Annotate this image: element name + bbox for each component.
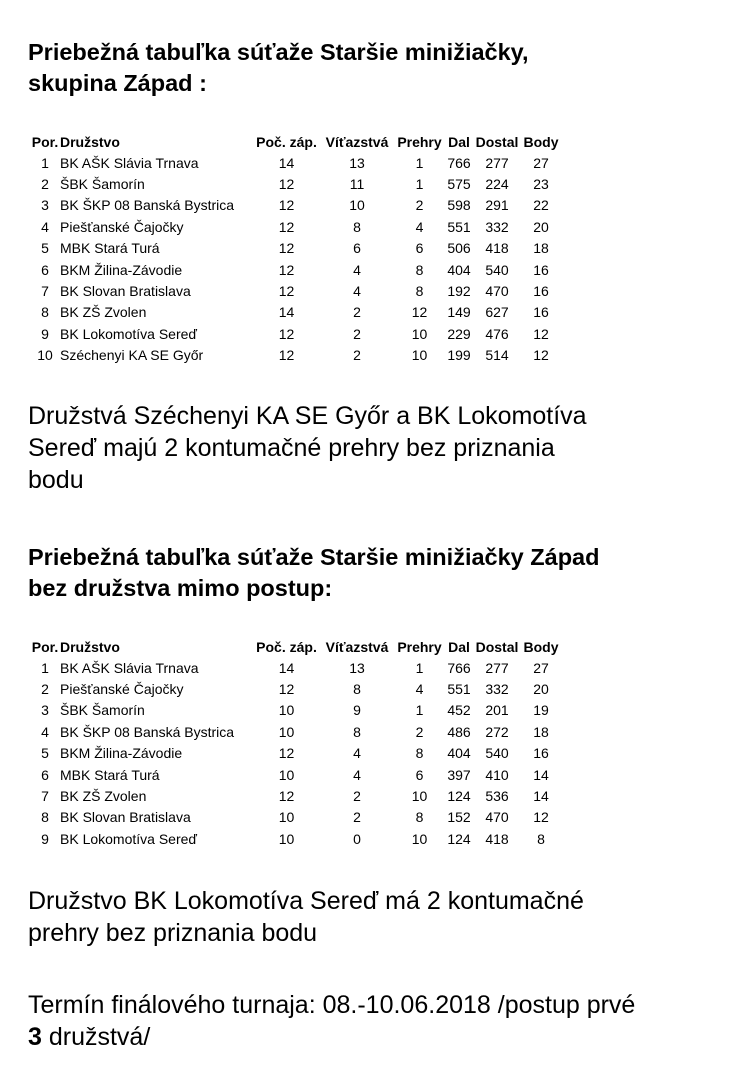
standings-table-1	[30, 131, 561, 366]
note2	[28, 885, 728, 949]
note1-line3: bodu	[28, 466, 84, 494]
col-position-cell: 5	[41, 745, 49, 762]
col-wins-cell: 13	[349, 154, 365, 171]
col-games-cell: 12	[278, 745, 295, 762]
col-position-cell: 5	[41, 240, 49, 257]
col-points-against-cell: 540	[485, 261, 509, 278]
col-losses-cell: 4	[415, 218, 424, 235]
col-losses-cell: 12	[411, 304, 428, 321]
col-losses-cell: 1	[415, 176, 424, 193]
table-row	[30, 152, 561, 173]
col-wins-cell: 11	[349, 176, 365, 193]
header-col-points-against: Dostal	[475, 638, 519, 655]
table-row	[30, 657, 561, 678]
header-col-games: Poč. záp.	[256, 133, 317, 150]
col-points-for-cell: 124	[447, 830, 471, 847]
col-wins-cell: 4	[353, 283, 361, 300]
table-row	[30, 280, 561, 301]
col-position-cell: 4	[41, 218, 49, 235]
header-col-losses: Prehry	[397, 638, 442, 655]
section1-title-line1: Priebežná tabuľka súťaže Staršie minižiačky,	[28, 39, 529, 65]
col-games-cell: 10	[278, 830, 295, 847]
col-points-against-cell: 224	[485, 176, 509, 193]
col-team-cell: Piešťanské Čajočky	[60, 218, 184, 235]
col-points-against-cell: 332	[485, 218, 509, 235]
col-wins-cell: 4	[353, 745, 361, 762]
col-points-against-cell: 470	[485, 809, 509, 826]
header-col-team: Družstvo	[60, 638, 120, 655]
header-col-losses: Prehry	[397, 133, 442, 150]
note2-line1: Družstvo BK Lokomotíva Sereď má 2 kontumačné	[28, 887, 584, 915]
col-games-cell: 12	[278, 197, 295, 214]
col-points-for-cell: 404	[447, 261, 471, 278]
col-points-for-cell: 766	[447, 154, 471, 171]
table-row	[30, 743, 561, 764]
col-points-for-cell: 397	[447, 766, 471, 783]
standings-table-2	[30, 636, 561, 850]
col-team-cell: MBK Stará Turá	[60, 240, 160, 257]
col-games-cell: 10	[278, 809, 295, 826]
table1-body	[30, 152, 561, 366]
col-wins-cell: 8	[353, 723, 361, 740]
col-position-cell: 9	[41, 830, 49, 847]
header-col-points-for: Dal	[448, 133, 470, 150]
col-points-for-cell: 766	[447, 659, 471, 676]
col-standing-points-cell: 14	[533, 766, 549, 783]
col-team-cell: BK AŠK Slávia Trnava	[60, 659, 199, 676]
col-team-cell: ŠBK Šamorín	[60, 702, 145, 719]
table-row	[30, 807, 561, 828]
col-losses-cell: 8	[415, 261, 424, 278]
col-points-for-cell: 506	[447, 240, 471, 257]
table-row	[30, 173, 561, 194]
col-losses-cell: 2	[415, 197, 424, 214]
col-wins-cell: 9	[353, 702, 361, 719]
col-points-against-cell: 201	[485, 702, 509, 719]
col-position-cell: 7	[41, 283, 49, 300]
col-points-against-cell: 540	[485, 745, 509, 762]
col-wins-cell: 2	[353, 347, 361, 364]
table-row	[30, 828, 561, 849]
col-wins-cell: 6	[353, 240, 361, 257]
col-wins-cell: 0	[353, 830, 361, 847]
col-points-for-cell: 152	[447, 809, 471, 826]
col-team-cell: BK Slovan Bratislava	[60, 809, 191, 826]
col-standing-points-cell: 19	[533, 702, 549, 719]
table-row	[30, 700, 561, 721]
col-team-cell: BKM Žilina-Závodie	[60, 261, 183, 278]
header-col-wins: Víťazstvá	[325, 638, 389, 655]
col-team-cell: BK Lokomotíva Sereď	[60, 830, 198, 847]
table-row	[30, 721, 561, 742]
final-note-line1: Termín finálového turnaja: 08.-10.06.2018 /postup prvé	[28, 991, 636, 1019]
col-team-cell: BK Slovan Bratislava	[60, 283, 191, 300]
section1-title	[28, 37, 529, 99]
col-team-cell: Piešťanské Čajočky	[60, 681, 184, 698]
col-points-against-cell: 514	[485, 347, 509, 364]
col-points-for-cell: 551	[447, 681, 471, 698]
col-position-cell: 6	[41, 766, 49, 783]
col-standing-points-cell: 20	[533, 681, 549, 698]
col-games-cell: 14	[278, 154, 295, 171]
final-note-rest: družstvá/	[41, 1023, 151, 1051]
col-losses-cell: 1	[415, 659, 424, 676]
col-standing-points-cell: 12	[533, 347, 549, 364]
col-losses-cell: 6	[415, 240, 424, 257]
col-standing-points-cell: 16	[533, 283, 549, 300]
table-row	[30, 764, 561, 785]
table-row	[30, 785, 561, 806]
col-points-for-cell: 229	[447, 325, 471, 342]
table-row	[30, 259, 561, 280]
header-col-standing-points: Body	[523, 133, 559, 150]
col-points-for-cell: 575	[447, 176, 471, 193]
col-position-cell: 8	[41, 304, 49, 321]
col-position-cell: 4	[41, 723, 49, 740]
table1-header	[30, 131, 561, 152]
col-position-cell: 1	[41, 154, 49, 171]
col-points-for-cell: 124	[447, 788, 471, 805]
table-row	[30, 216, 561, 237]
col-standing-points-cell: 27	[533, 659, 549, 676]
col-games-cell: 14	[278, 304, 295, 321]
col-points-for-cell: 551	[447, 218, 471, 235]
col-team-cell: BK ŠKP 08 Banská Bystrica	[60, 723, 235, 740]
col-points-against-cell: 332	[485, 681, 509, 698]
header-col-position: Por.	[31, 133, 59, 150]
col-points-for-cell: 149	[447, 304, 471, 321]
header-col-standing-points: Body	[523, 638, 559, 655]
col-losses-cell: 10	[411, 347, 428, 364]
col-games-cell: 12	[278, 218, 295, 235]
col-points-against-cell: 536	[485, 788, 509, 805]
col-losses-cell: 8	[415, 283, 424, 300]
col-standing-points-cell: 23	[533, 176, 549, 193]
col-wins-cell: 2	[353, 325, 361, 342]
col-team-cell: BK ŠKP 08 Banská Bystrica	[60, 197, 235, 214]
col-losses-cell: 10	[411, 788, 428, 805]
note1	[28, 400, 728, 496]
table-row	[30, 323, 561, 344]
final-tournament-note	[28, 989, 728, 1053]
col-wins-cell: 8	[353, 681, 361, 698]
col-position-cell: 3	[41, 702, 49, 719]
section2-title-line2: bez družstva mimo postup:	[28, 575, 333, 601]
col-points-against-cell: 627	[485, 304, 509, 321]
col-points-for-cell: 404	[447, 745, 471, 762]
header-col-points-against: Dostal	[475, 133, 519, 150]
col-losses-cell: 2	[415, 723, 424, 740]
col-games-cell: 10	[278, 766, 295, 783]
col-position-cell: 3	[41, 197, 49, 214]
col-team-cell: BK ZŠ Zvolen	[60, 788, 147, 805]
col-team-cell: BK AŠK Slávia Trnava	[60, 154, 199, 171]
col-points-for-cell: 598	[447, 197, 471, 214]
note2-line2: prehry bez priznania bodu	[28, 919, 318, 947]
col-points-against-cell: 410	[485, 766, 509, 783]
section2-title-line1: Priebežná tabuľka súťaže Staršie minižiačky Západ	[28, 544, 600, 570]
col-wins-cell: 8	[353, 218, 361, 235]
col-points-against-cell: 272	[485, 723, 509, 740]
col-standing-points-cell: 20	[533, 218, 549, 235]
col-wins-cell: 4	[353, 261, 361, 278]
header-col-position: Por.	[31, 638, 59, 655]
col-points-for-cell: 452	[447, 702, 471, 719]
final-note-line2	[28, 1021, 728, 1053]
col-wins-cell: 2	[353, 304, 361, 321]
col-points-for-cell: 192	[447, 283, 471, 300]
col-games-cell: 12	[278, 240, 295, 257]
col-standing-points-cell: 18	[533, 240, 549, 257]
note1-line1: Družstvá Széchenyi KA SE Győr a BK Lokomotíva	[28, 402, 587, 430]
col-losses-cell: 1	[415, 702, 424, 719]
col-games-cell: 10	[278, 702, 295, 719]
col-standing-points-cell: 12	[533, 809, 549, 826]
col-standing-points-cell: 16	[533, 261, 549, 278]
section1-title-line2: skupina Západ :	[28, 70, 207, 96]
col-losses-cell: 10	[411, 830, 428, 847]
final-note-count: 3	[28, 1023, 42, 1051]
table-row	[30, 678, 561, 699]
col-losses-cell: 10	[411, 325, 428, 342]
col-team-cell: Széchenyi KA SE Győr	[60, 347, 204, 364]
col-standing-points-cell: 16	[533, 745, 549, 762]
table2-body	[30, 657, 561, 850]
col-wins-cell: 2	[353, 809, 361, 826]
col-games-cell: 10	[278, 723, 295, 740]
table-row	[30, 302, 561, 323]
col-position-cell: 8	[41, 809, 49, 826]
col-games-cell: 12	[278, 283, 295, 300]
table-row	[30, 195, 561, 216]
col-points-against-cell: 476	[485, 325, 509, 342]
col-standing-points-cell: 12	[533, 325, 549, 342]
col-points-against-cell: 277	[485, 659, 509, 676]
col-wins-cell: 4	[353, 766, 361, 783]
col-position-cell: 9	[41, 325, 49, 342]
col-games-cell: 12	[278, 788, 295, 805]
col-points-against-cell: 470	[485, 283, 509, 300]
col-position-cell: 1	[41, 659, 49, 676]
col-standing-points-cell: 22	[533, 197, 549, 214]
col-position-cell: 10	[37, 347, 53, 364]
col-standing-points-cell: 18	[533, 723, 549, 740]
col-points-against-cell: 418	[485, 240, 509, 257]
col-standing-points-cell: 8	[537, 830, 545, 847]
col-points-against-cell: 277	[485, 154, 509, 171]
col-games-cell: 14	[278, 659, 295, 676]
note1-line2: Sereď majú 2 kontumačné prehry bez priznania	[28, 434, 555, 462]
col-losses-cell: 4	[415, 681, 424, 698]
col-team-cell: ŠBK Šamorín	[60, 176, 145, 193]
col-losses-cell: 8	[415, 745, 424, 762]
col-position-cell: 6	[41, 261, 49, 278]
col-points-against-cell: 291	[485, 197, 509, 214]
col-losses-cell: 6	[415, 766, 424, 783]
col-games-cell: 12	[278, 325, 295, 342]
col-points-for-cell: 199	[447, 347, 471, 364]
col-standing-points-cell: 27	[533, 154, 549, 171]
table-row	[30, 345, 561, 366]
col-team-cell: BK ZŠ Zvolen	[60, 304, 147, 321]
section2-title	[28, 542, 599, 604]
col-team-cell: BKM Žilina-Závodie	[60, 745, 183, 762]
header-col-wins: Víťazstvá	[325, 133, 389, 150]
header-col-games: Poč. záp.	[256, 638, 317, 655]
col-wins-cell: 13	[349, 659, 365, 676]
col-position-cell: 2	[41, 681, 49, 698]
col-points-for-cell: 486	[447, 723, 471, 740]
col-wins-cell: 2	[353, 788, 361, 805]
col-points-against-cell: 418	[485, 830, 509, 847]
col-games-cell: 12	[278, 261, 295, 278]
header-col-points-for: Dal	[448, 638, 470, 655]
col-games-cell: 12	[278, 347, 295, 364]
col-position-cell: 7	[41, 788, 49, 805]
col-position-cell: 2	[41, 176, 49, 193]
col-team-cell: MBK Stará Turá	[60, 766, 160, 783]
col-games-cell: 12	[278, 681, 295, 698]
col-losses-cell: 8	[415, 809, 424, 826]
header-col-team: Družstvo	[60, 133, 120, 150]
table-row	[30, 238, 561, 259]
col-standing-points-cell: 14	[533, 788, 549, 805]
col-games-cell: 12	[278, 176, 295, 193]
table2-header	[30, 636, 561, 657]
col-wins-cell: 10	[349, 197, 365, 214]
col-team-cell: BK Lokomotíva Sereď	[60, 325, 198, 342]
col-losses-cell: 1	[415, 154, 424, 171]
col-standing-points-cell: 16	[533, 304, 549, 321]
